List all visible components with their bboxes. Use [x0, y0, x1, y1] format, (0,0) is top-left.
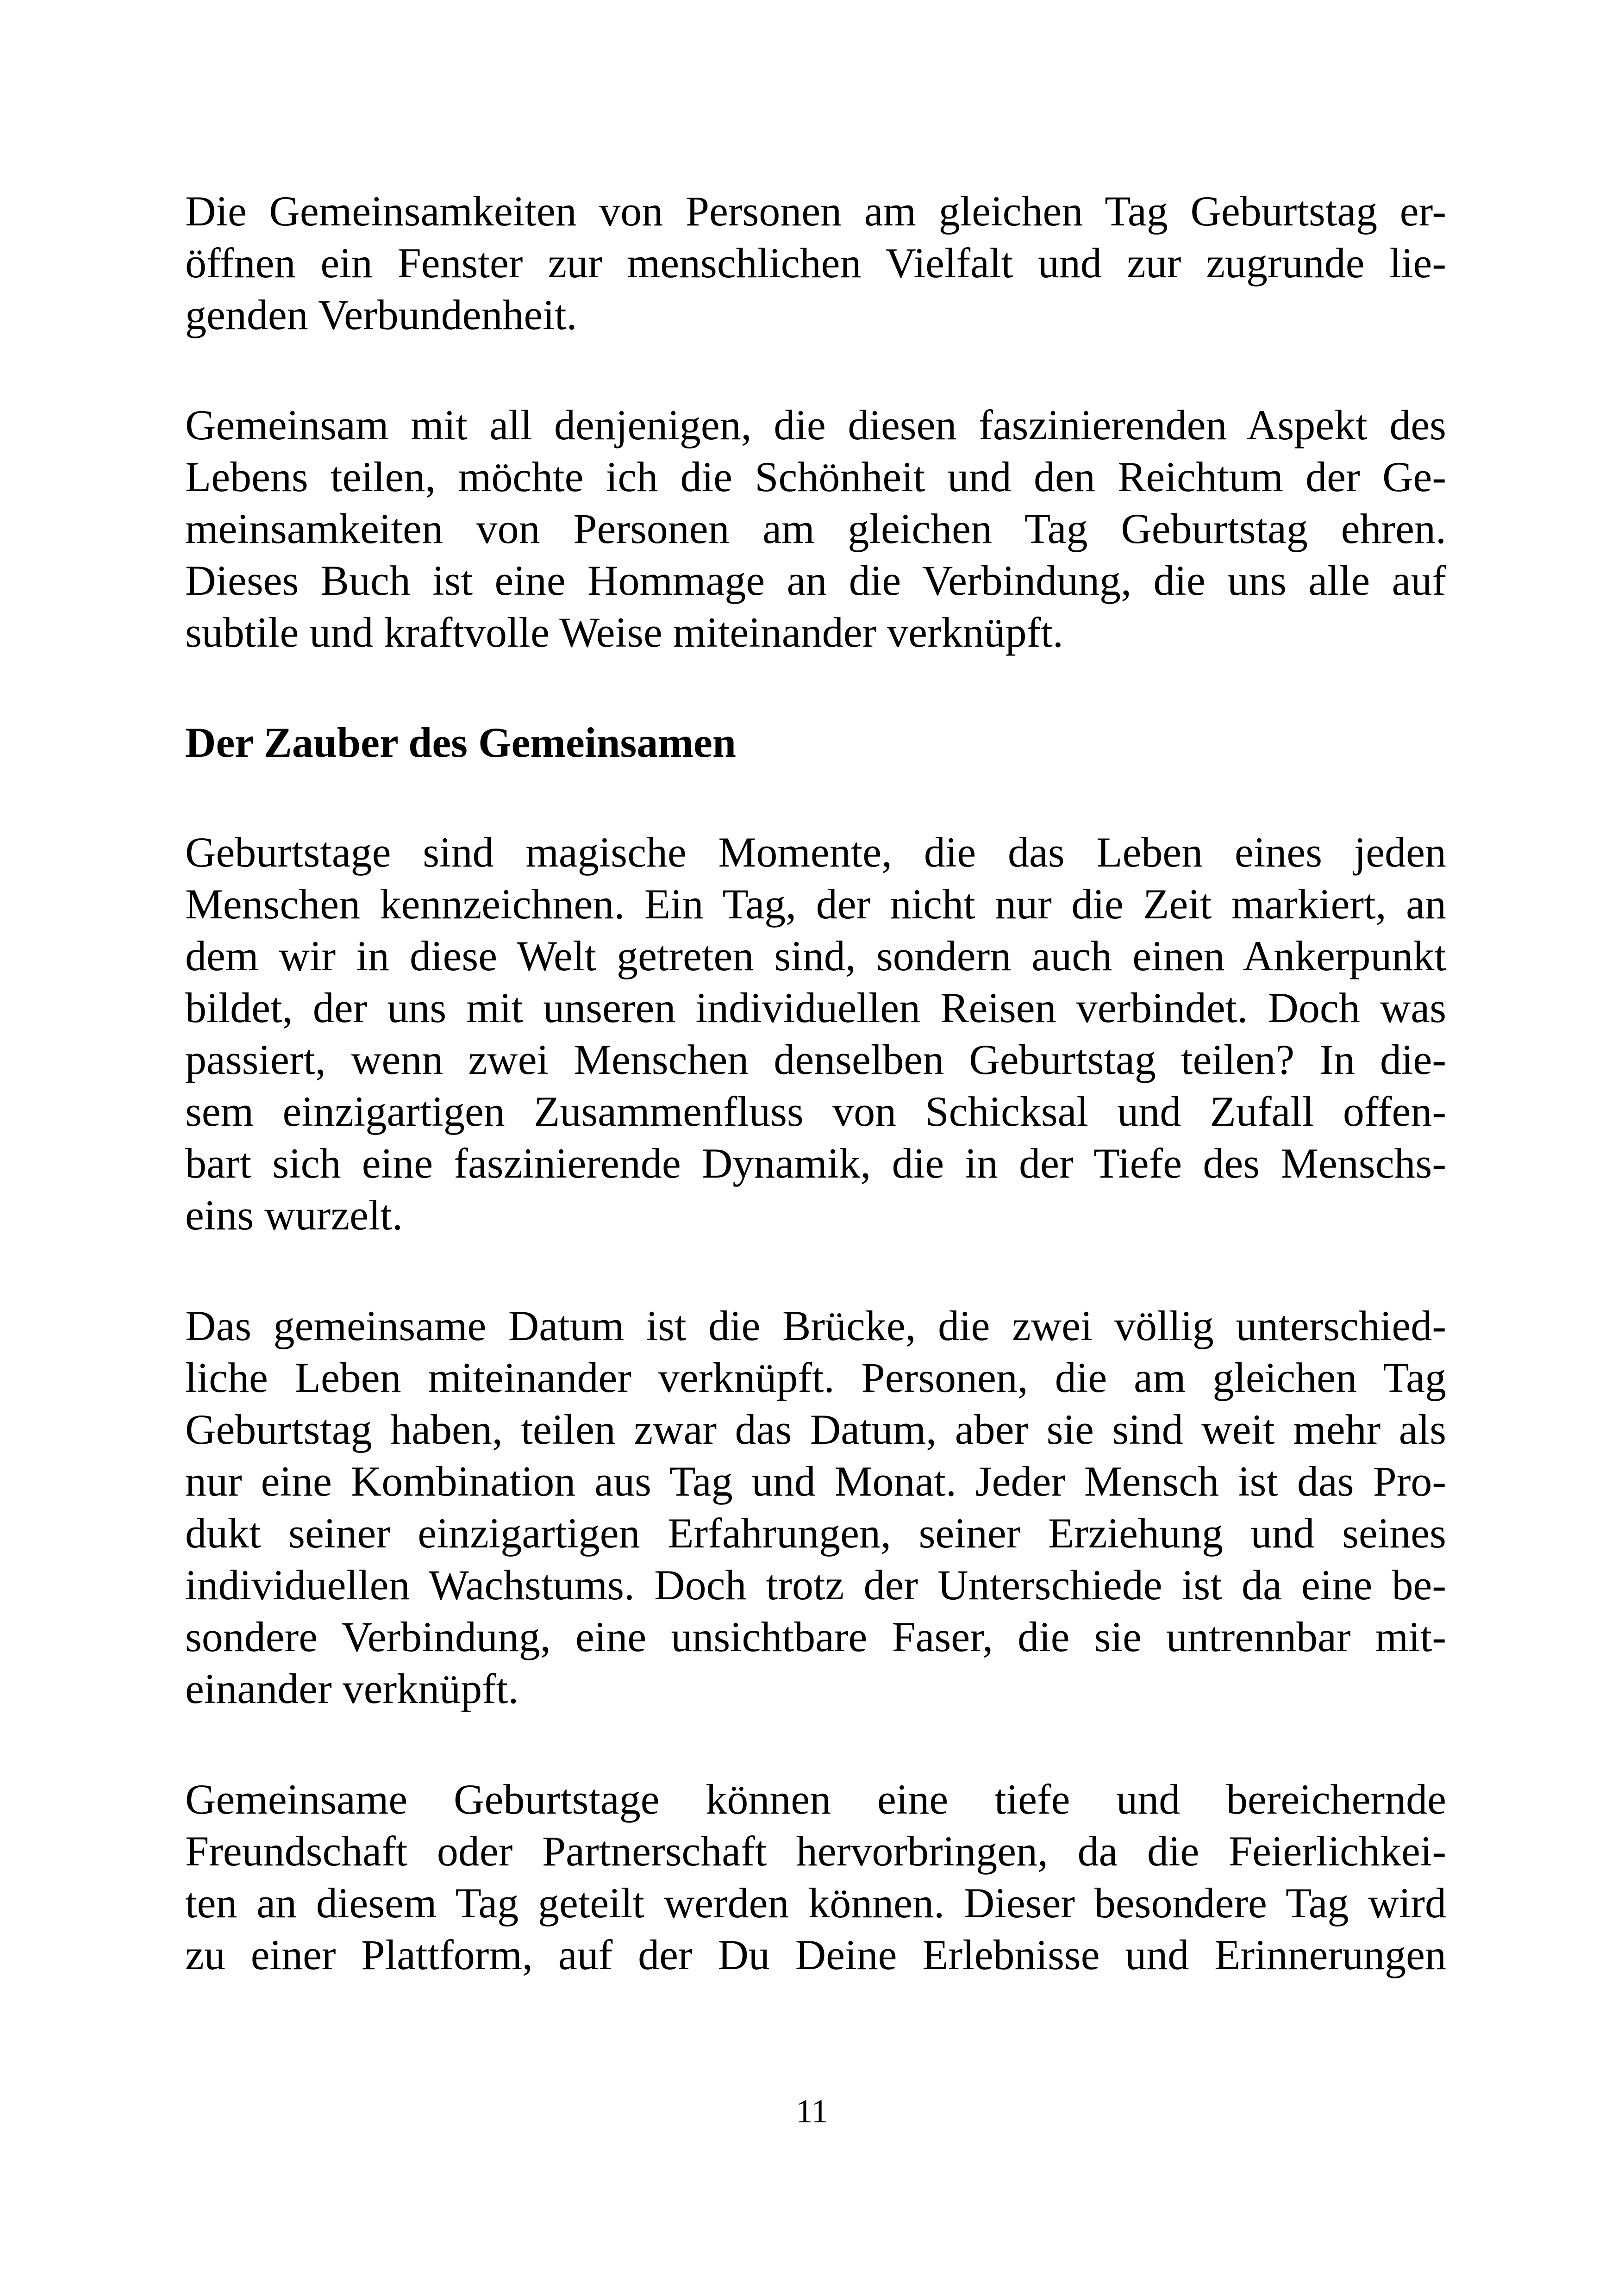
text-line: Lebens teilen, möchte ich die Schönheit und den Reichtum der Ge- [185, 453, 1446, 500]
text-line: liche Leben miteinander verknüpft. Personen, die am gleichen Tag [185, 1354, 1446, 1401]
text-line: passiert, wenn zwei Menschen denselben Geburtstag teilen? In die- [185, 1036, 1446, 1083]
text-line: einander verknüpft. [185, 1665, 519, 1712]
text-line: individuellen Wachstums. Doch trotz der Unterschiede ist da eine be- [185, 1561, 1446, 1609]
text-line: Gemeinsame Geburtstage können eine tiefe und bereichernde [185, 1776, 1446, 1823]
text-line: genden Verbundenheit. [185, 291, 577, 338]
text-line: bart sich eine faszinierende Dynamik, die in der Tiefe des Menschs- [185, 1140, 1446, 1187]
text-line: subtile und kraftvolle Weise miteinander verknüpft. [185, 609, 1063, 656]
paragraph-3 [185, 826, 1446, 1241]
text-line: Dieses Buch ist eine Hommage an die Verbindung, die uns alle auf [185, 557, 1446, 604]
text-line: Geburtstag haben, teilen zwar das Datum, aber sie sind weit mehr als [185, 1406, 1446, 1453]
text-line: zu einer Plattform, auf der Du Deine Erlebnisse und Erinnerungen [185, 1931, 1446, 1978]
text-line: öffnen ein Fenster zur menschlichen Vielfalt und zur zugrunde lie- [185, 239, 1446, 287]
text-line: sondere Verbindung, eine unsichtbare Faser, die sie untrennbar mit- [185, 1613, 1446, 1660]
section-heading: Der Zauber des Gemeinsamen [185, 719, 736, 766]
paragraph-4 [185, 1300, 1446, 1715]
text-line: eins wurzelt. [185, 1191, 403, 1239]
text-line: Die Gemeinsamkeiten von Personen am gleichen Tag Geburtstag er- [185, 187, 1446, 235]
paragraph-2 [185, 399, 1446, 658]
text-line: Das gemeinsame Datum ist die Brücke, die zwei völlig unterschied- [185, 1302, 1446, 1349]
text-line: dem wir in diese Welt getreten sind, sondern auch einen Ankerpunkt [185, 932, 1446, 979]
text-line: sem einzigartigen Zusammenfluss von Schicksal und Zufall offen- [185, 1088, 1446, 1135]
paragraph-1 [185, 185, 1446, 341]
text-line: Geburtstage sind magische Momente, die das Leben eines jeden [185, 829, 1446, 876]
text-line: Freundschaft oder Partnerschaft hervorbringen, da die Feierlichkei- [185, 1827, 1446, 1875]
page-number: 11 [796, 2093, 828, 2130]
paragraph-5 [185, 1773, 1446, 1981]
text-line: meinsamkeiten von Personen am gleichen Tag Geburtstag ehren. [185, 505, 1446, 552]
text-line: Gemeinsam mit all denjenigen, die diesen faszinierenden Aspekt des [185, 401, 1446, 449]
text-line: dukt seiner einzigartigen Erfahrungen, seiner Erziehung und seines [185, 1509, 1446, 1557]
text-line: ten an diesem Tag geteilt werden können. Dieser besondere Tag wird [185, 1879, 1446, 1927]
text-line: nur eine Kombination aus Tag und Monat. Jeder Mensch ist das Pro- [185, 1458, 1446, 1505]
text-line: bildet, der uns mit unseren individuellen Reisen verbindet. Doch was [185, 984, 1446, 1031]
text-line: Menschen kennzeichnen. Ein Tag, der nicht nur die Zeit markiert, an [185, 880, 1446, 928]
